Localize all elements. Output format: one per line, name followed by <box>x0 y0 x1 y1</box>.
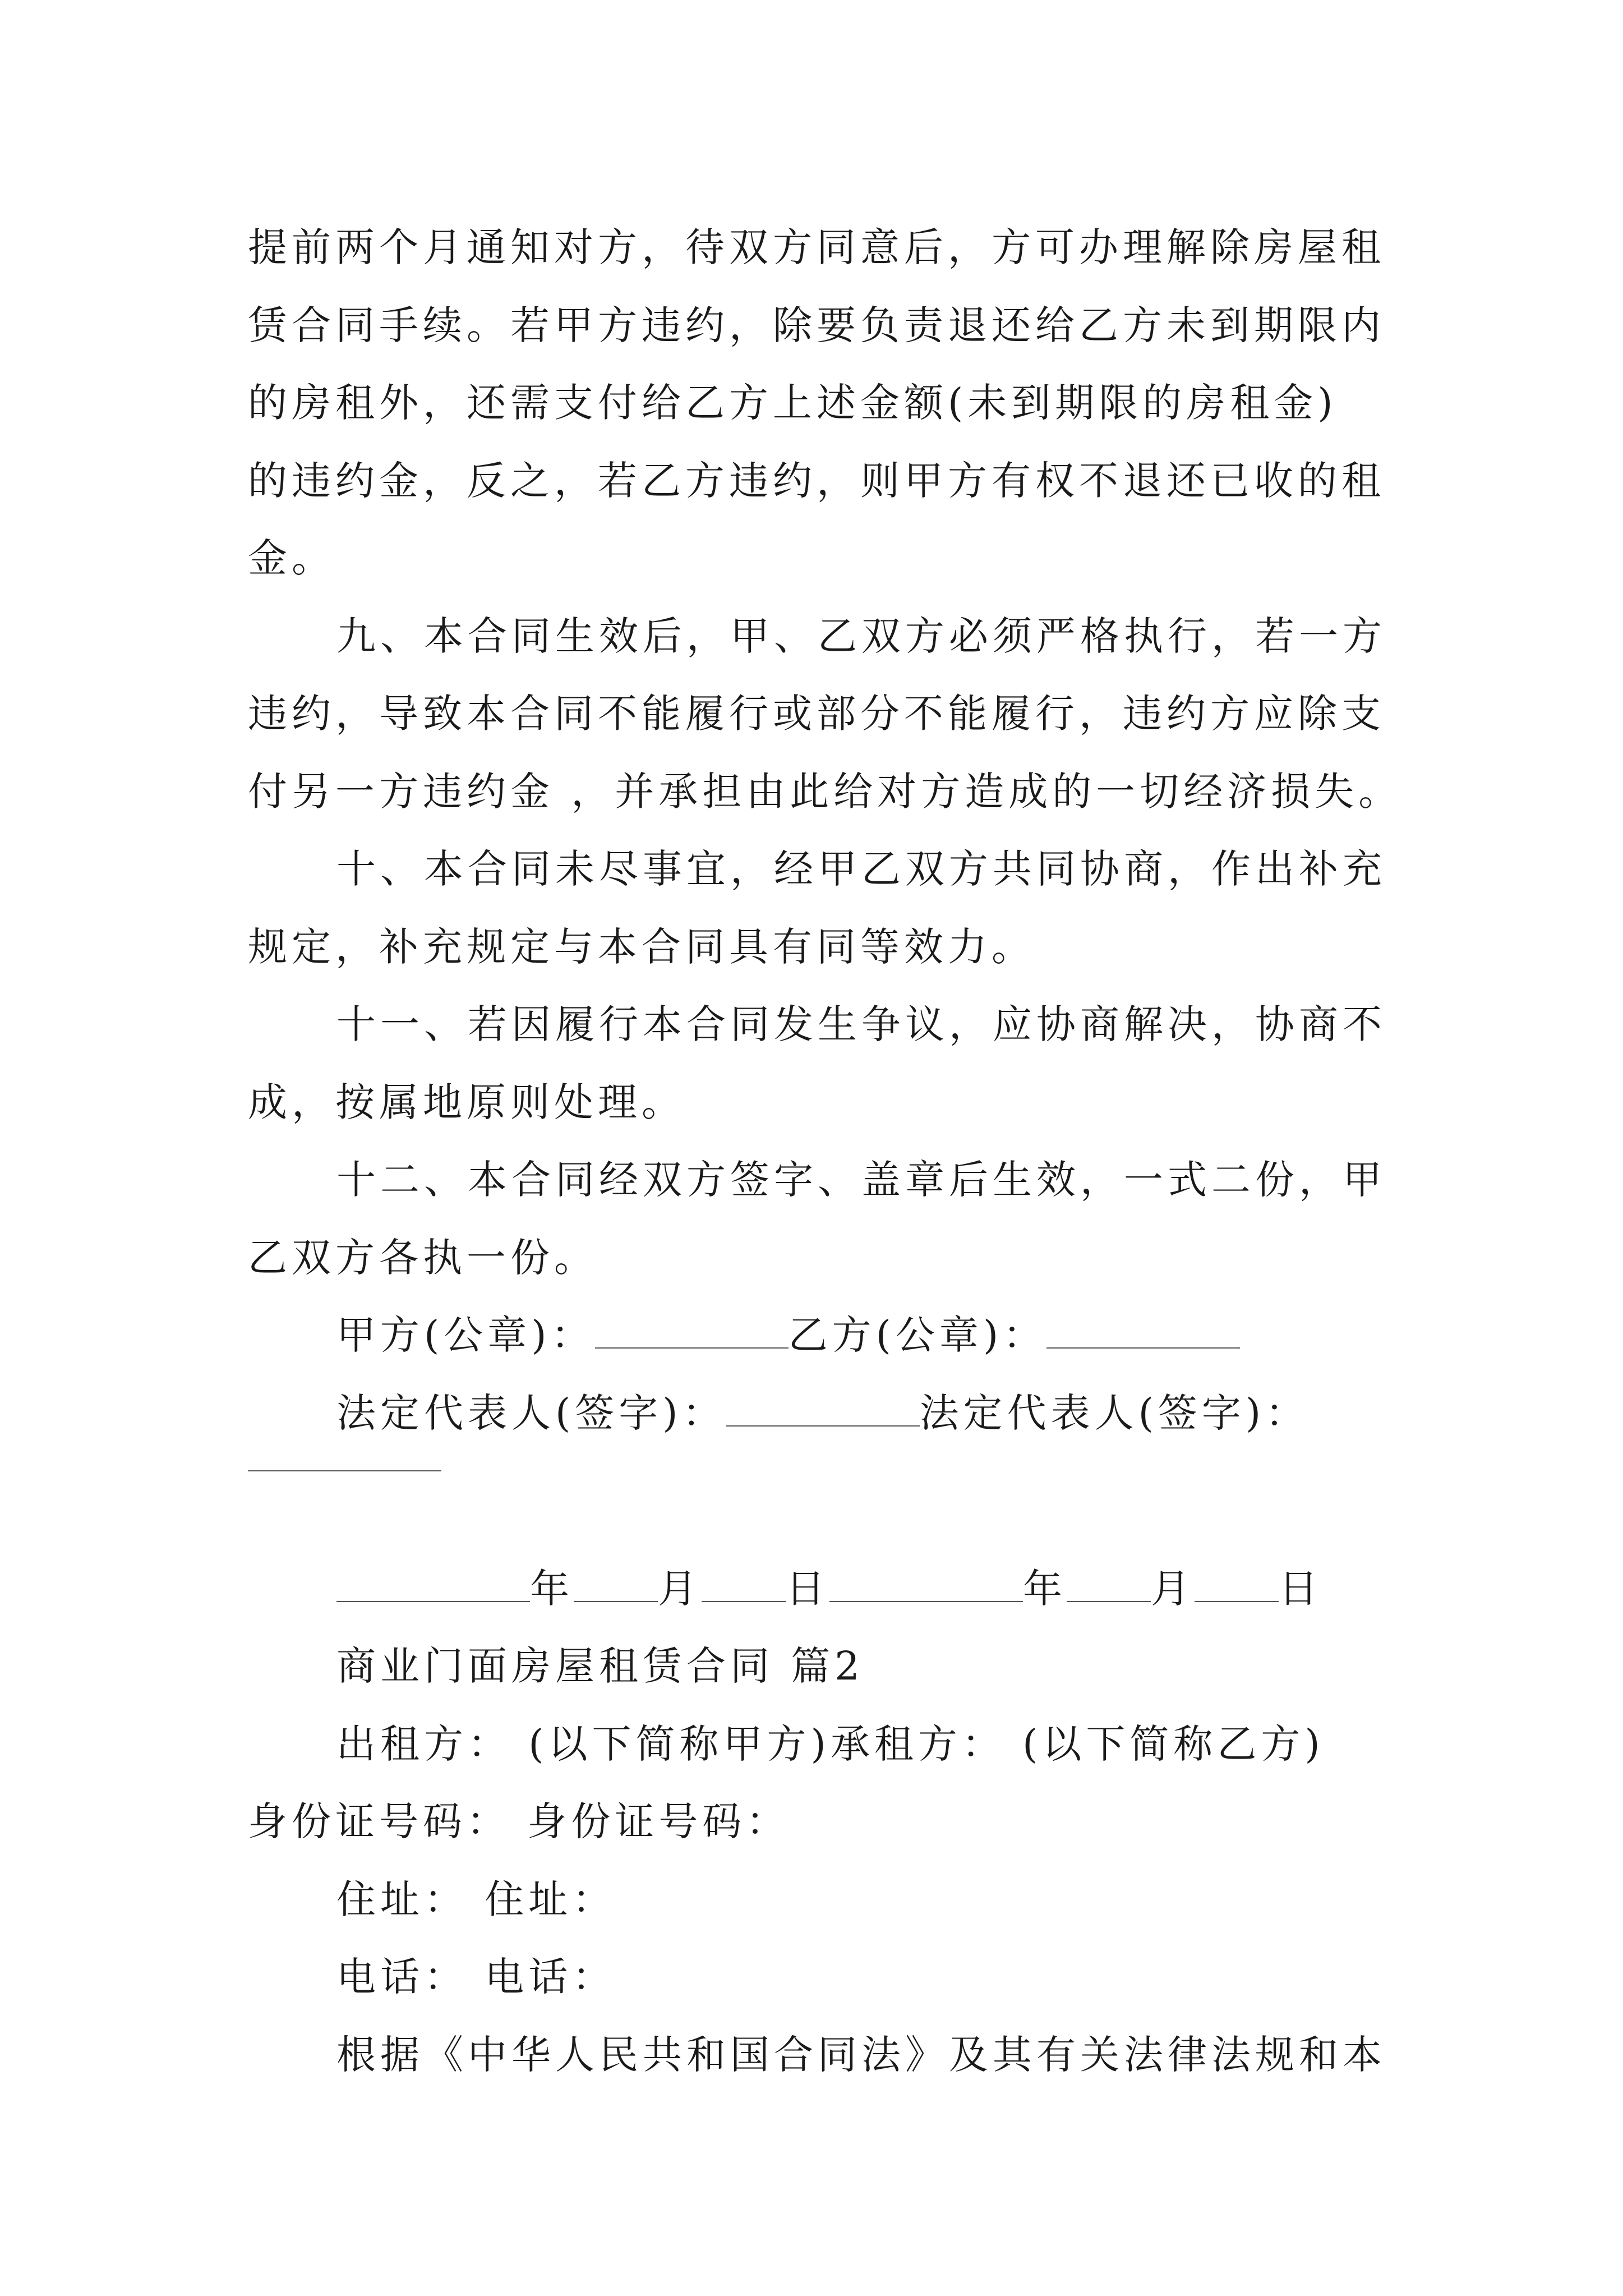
clause-9-line-3: 付另一方违约金 ，并承担由此给对方造成的一切经济损失。 <box>248 768 1403 815</box>
date-a-month-blank[interactable] <box>574 1567 658 1602</box>
representative-b-blank-line <box>248 1453 1381 1550</box>
rep-a-blank[interactable] <box>726 1392 920 1427</box>
clause-8-line-3: 的房租外，还需支付给乙方上述金额(未到期限的房租金) <box>248 380 1338 426</box>
document-body <box>248 209 1403 2093</box>
clause-8-line-5: 金。 <box>248 535 335 581</box>
clause-12-line-2: 乙双方各执一份。 <box>248 1234 598 1281</box>
date-a-year-blank[interactable] <box>336 1567 530 1602</box>
party-b-seal-blank[interactable] <box>1046 1314 1240 1349</box>
clause-8-line-2: 赁合同手续。若甲方违约，除要负责退还给乙方未到期限内 <box>248 302 1385 348</box>
section-2-parties-line: 出租方： (以下简称甲方)承租方： (以下简称乙方) <box>336 1720 1325 1767</box>
date-a-day-blank[interactable] <box>702 1567 786 1602</box>
date-line <box>248 1550 1381 1628</box>
rep-b-label: 法定代表人(签字)： <box>919 1389 1310 1436</box>
party-a-seal-label: 甲方(公章)： <box>336 1312 595 1358</box>
clause-11-line-1: 十一、若因履行本合同发生争议，应协商解决，协商不 <box>336 1001 1386 1047</box>
clause-11-line-2: 成，按属地原则处理。 <box>248 1079 685 1125</box>
party-b-seal-label: 乙方(公章)： <box>788 1312 1047 1358</box>
date-a-month-label: 月 <box>658 1565 702 1612</box>
clause-10-line-1: 十、本合同未尽事宜，经甲乙双方共同协商，作出补充 <box>336 846 1386 892</box>
rep-a-label: 法定代表人(签字)： <box>336 1389 726 1436</box>
clause-9-line-1: 九、本合同生效后，甲、乙双方必须严格执行，若一方 <box>336 613 1386 659</box>
date-b-day-label: 日 <box>1279 1565 1322 1612</box>
party-a-seal-blank[interactable] <box>595 1314 789 1349</box>
date-b-month-label: 月 <box>1151 1565 1195 1612</box>
seal-line <box>248 1296 1381 1374</box>
section-2-id-line: 身份证号码： 身份证号码： <box>248 1798 790 1844</box>
date-b-year-blank[interactable] <box>829 1567 1023 1602</box>
date-a-year-label: 年 <box>530 1565 574 1612</box>
clause-8-line-1: 提前两个月通知对方，待双方同意后，方可办理解除房屋租 <box>248 224 1385 270</box>
clause-12-line-1: 十二、本合同经双方签字、盖章后生效，一式二份，甲 <box>336 1157 1386 1203</box>
date-a-day-label: 日 <box>786 1565 829 1612</box>
section-2-phone-line: 电话： 电话： <box>336 1954 616 2000</box>
clause-8-line-4: 的违约金，反之，若乙方违约，则甲方有权不退还已收的租 <box>248 457 1385 504</box>
date-b-year-label: 年 <box>1023 1565 1067 1612</box>
section-2-heading: 商业门面房屋租赁合同 篇2 <box>336 1643 864 1689</box>
clause-9-line-2: 违约，导致本合同不能履行或部分不能履行，违约方应除支 <box>248 691 1385 737</box>
section-2-basis-line: 根据《中华人民共和国合同法》及其有关法律法规和本 <box>336 2031 1386 2078</box>
date-b-day-blank[interactable] <box>1195 1567 1279 1602</box>
section-2-address-line: 住址： 住址： <box>336 1876 616 1922</box>
clause-10-line-2: 规定，补充规定与本合同具有同等效力。 <box>248 923 1035 970</box>
rep-b-blank[interactable] <box>248 1453 441 1471</box>
representative-line <box>248 1374 1381 1436</box>
date-b-month-blank[interactable] <box>1067 1567 1151 1602</box>
